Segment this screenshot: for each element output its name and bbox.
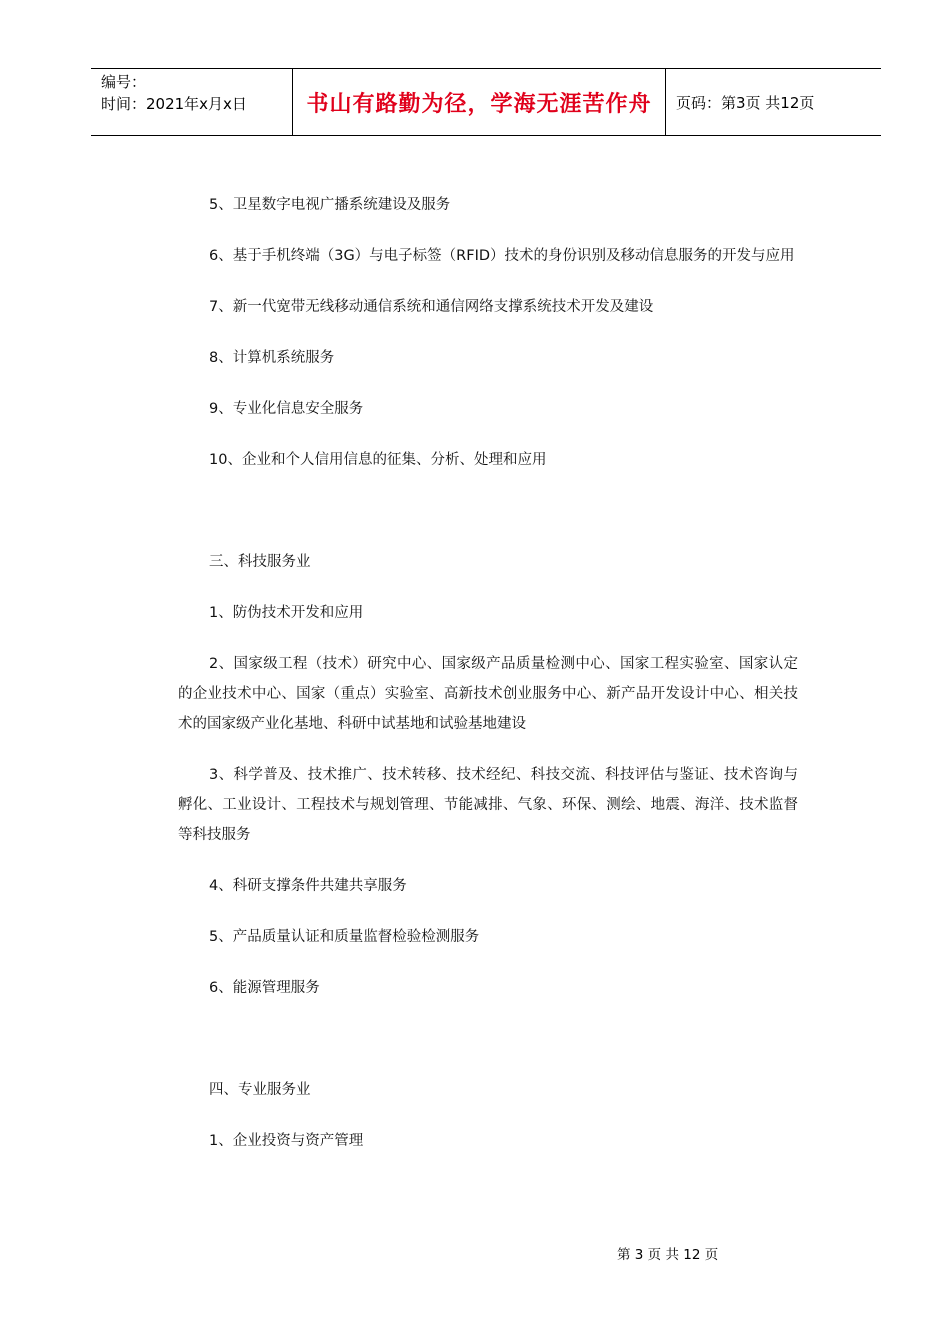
list-item: 4、科研支撑条件共建共享服务 (209, 878, 407, 894)
header-meta (91, 69, 293, 135)
list-item: 1、防伪技术开发和应用 (209, 605, 364, 621)
section-heading-tech-services: 三、科技服务业 (209, 554, 311, 570)
list-item: 2、国家级工程（技术）研究中心、国家级产品质量检测中心、国家工程实验室、国家认定的企业技术中心、国家（重点）实验室、高新技术创业服务中心、新产品开发设计中心、相关技术的国家级产业化基地、科研中试基地和试验基地建设 (178, 656, 798, 732)
list-item: 3、科学普及、技术推广、技术转移、技术经纪、科技交流、科技评估与鉴证、技术咨询与孵化、工业设计、工程技术与规划管理、节能减排、气象、环保、测绘、地震、海洋、技术监督等科技服务 (178, 767, 798, 843)
list-item: 6、能源管理服务 (209, 980, 320, 996)
section-spacer (178, 496, 798, 547)
list-item: 6、基于手机终端（3G）与电子标签（RFID）技术的身份识别及移动信息服务的开发与应用 (209, 248, 795, 264)
section-heading-professional-services: 四、专业服务业 (209, 1082, 311, 1098)
section-spacer (178, 1024, 798, 1075)
list-item: 7、新一代宽带无线移动通信系统和通信网络支撑系统技术开发及建设 (209, 299, 654, 315)
list-item: 10、企业和个人信用信息的征集、分析、处理和应用 (209, 452, 547, 468)
document-time-label: 时间：2021年x月x日 (101, 95, 247, 113)
list-item: 5、产品质量认证和质量监督检验检测服务 (209, 929, 480, 945)
document-number-label: 编号： (101, 73, 147, 91)
footer-page-number: 第 3 页 共 12 页 (617, 1247, 719, 1263)
list-item: 8、计算机系统服务 (209, 350, 335, 366)
list-item: 1、企业投资与资产管理 (209, 1133, 364, 1149)
list-item: 5、卫星数字电视广播系统建设及服务 (209, 197, 451, 213)
page-header (91, 68, 881, 136)
header-page-info: 页码：第3页 共12页 (676, 93, 815, 112)
list-item: 9、专业化信息安全服务 (209, 401, 364, 417)
document-body (178, 190, 798, 1177)
header-motto: 书山有路勤为径，学海无涯苦作舟 (293, 69, 666, 135)
